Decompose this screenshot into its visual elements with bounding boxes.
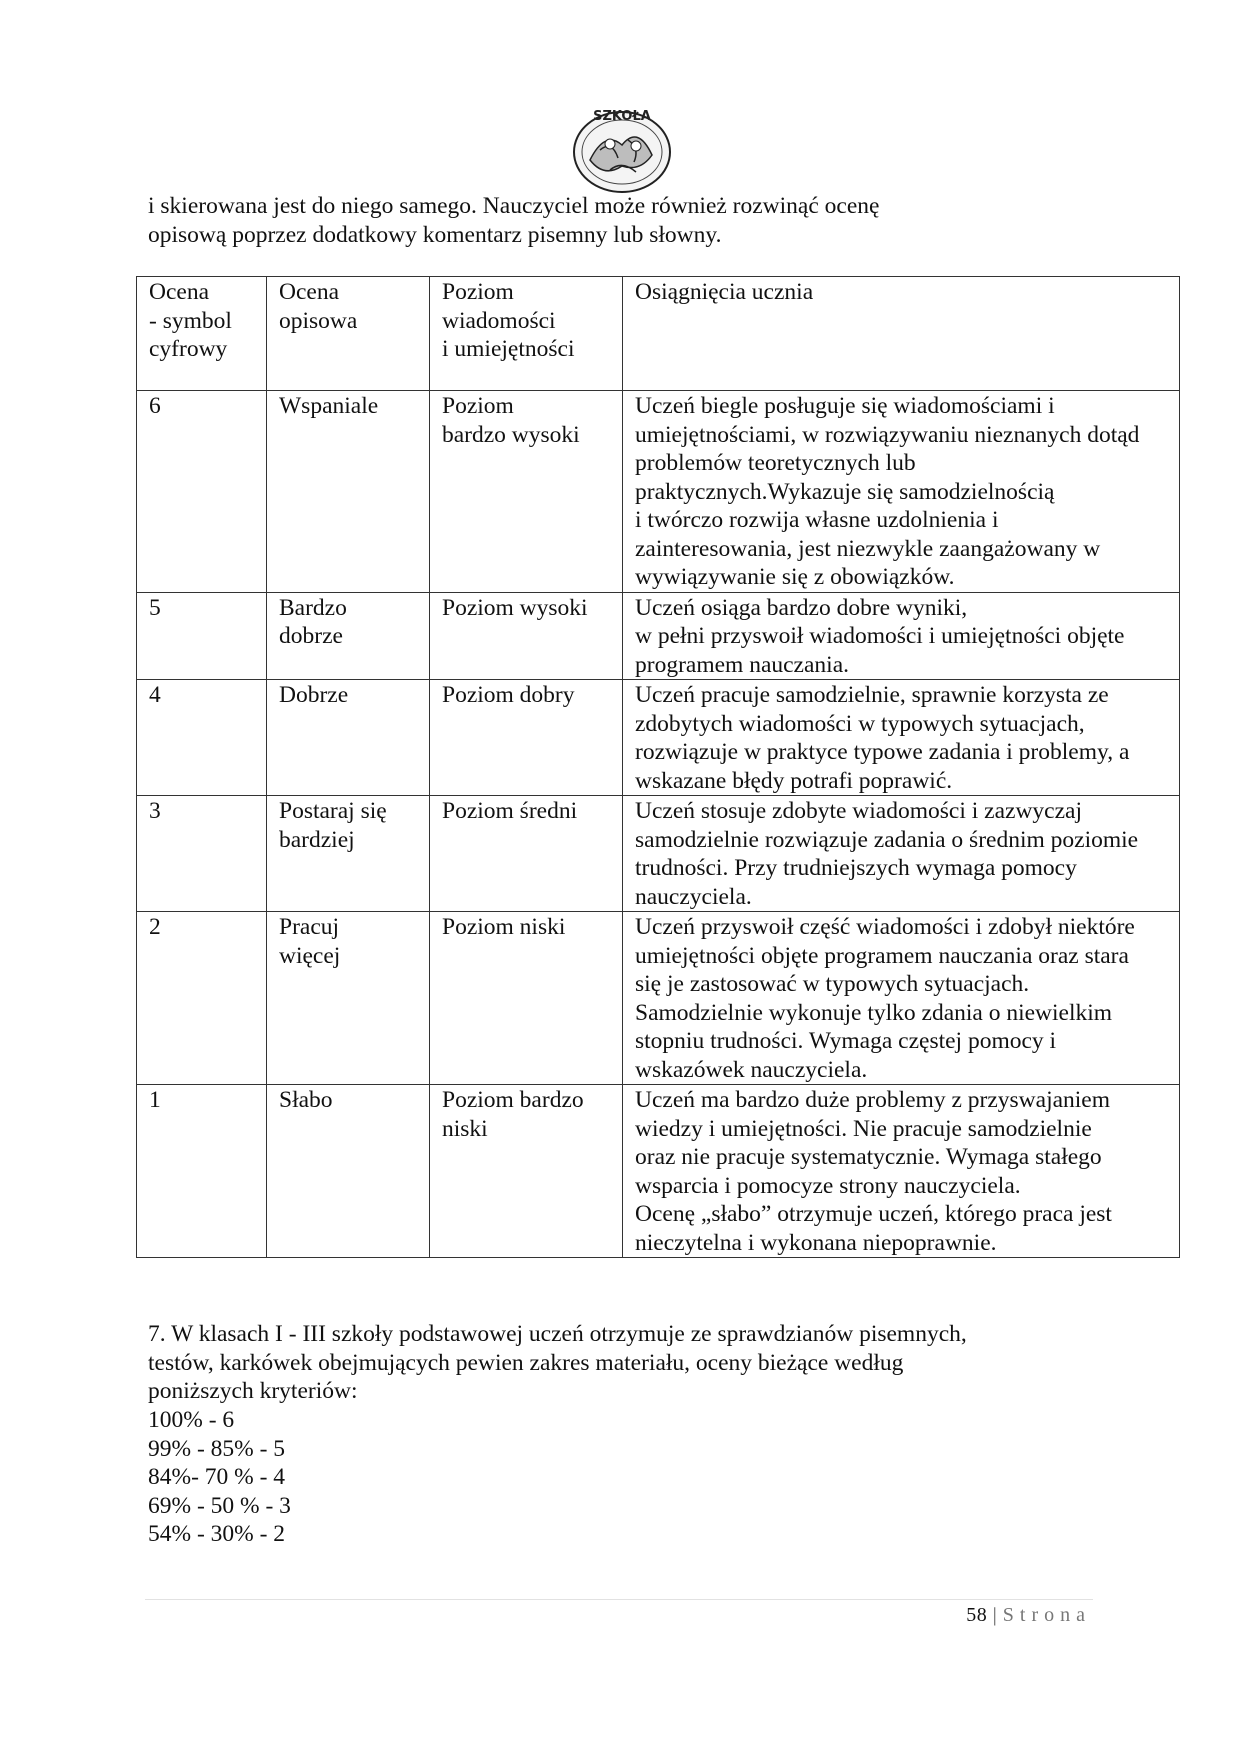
header-cell <box>267 277 430 391</box>
achievements-cell-line: umiejętnościami, w rozwiązywaniu nieznanych dotąd <box>635 421 1140 448</box>
table-row <box>137 391 1180 593</box>
scale-item: 99% - 85% - 5 <box>148 1435 286 1462</box>
grade-symbol-cell <box>137 680 267 796</box>
table-row <box>137 680 1180 796</box>
level-cell-line: Poziom niski <box>442 914 566 940</box>
grade-description-cell-line: bardziej <box>279 826 355 853</box>
grade-symbol-cell <box>137 796 267 912</box>
achievements-cell-line: Uczeń osiąga bardzo dobre wyniki, <box>635 594 968 621</box>
achievements-cell-line: i twórczo rozwija własne uzdolnienia i <box>635 507 999 533</box>
achievements-cell-line: wywiązywanie się z obowiązków. <box>635 564 955 590</box>
achievements-cell-line: Uczeń biegle posługuje się wiadomościami i <box>635 393 1055 419</box>
achievements-cell-line: samodzielnie rozwiązuje zadania o średnim poziomie <box>635 826 1139 853</box>
level-cell <box>430 680 623 796</box>
achievements-cell-line: wskazówek nauczyciela. <box>635 1056 868 1083</box>
header-cell-line: cyfrowy <box>149 336 228 362</box>
achievements-cell-line: wiedzy i umiejętności. Nie pracuje samodzielnie <box>635 1115 1092 1142</box>
header-cell-line: i umiejętności <box>442 336 575 362</box>
header-cell-line: opisowa <box>279 307 358 334</box>
grades-table <box>136 276 1180 1258</box>
section-7-paragraph <box>148 1320 1048 1406</box>
grade-symbol-cell-line: 1 <box>149 1087 161 1113</box>
grade-symbol-cell-line: 3 <box>149 798 161 824</box>
achievements-cell-line: wskazane błędy potrafi poprawić. <box>635 767 953 794</box>
school-logo <box>560 100 684 200</box>
section-7-line: 7. W klasach I - III szkoły podstawowej uczeń otrzymuje ze sprawdzianów pisemnych, <box>148 1321 967 1347</box>
grade-symbol-cell-line: 4 <box>149 682 161 708</box>
achievements-cell-line: Ocenę „słabo” otrzymuje uczeń, którego praca jest <box>635 1201 1112 1227</box>
header-cell <box>623 277 1180 391</box>
achievements-cell-line: trudności. Przy trudniejszych wymaga pomocy <box>635 855 1077 881</box>
level-cell-line: Poziom dobry <box>442 682 575 708</box>
scale-item: 69% - 50 % - 3 <box>148 1492 291 1519</box>
achievements-cell-line: rozwiązuje w praktyce typowe zadania i problemy, a <box>635 739 1130 765</box>
grade-symbol-cell <box>137 391 267 593</box>
grade-description-cell-line: Postaraj się <box>279 798 387 824</box>
achievements-cell-line: umiejętności objęte programem nauczania oraz stara <box>635 942 1129 969</box>
table-row <box>137 796 1180 912</box>
scale-item: 100% - 6 <box>148 1407 235 1433</box>
level-cell-line: Poziom średni <box>442 798 578 824</box>
achievements-cell-line: Uczeń ma bardzo duże problemy z przyswajaniem <box>635 1087 1111 1113</box>
header-cell-line: - symbol <box>149 307 232 334</box>
grade-description-cell <box>267 796 430 912</box>
achievements-cell-line: programem nauczania. <box>635 651 850 678</box>
grade-description-cell-line: więcej <box>279 942 341 969</box>
grade-description-cell <box>267 1085 430 1258</box>
achievements-cell <box>623 592 1180 680</box>
achievements-cell-line: praktycznych.Wykazuje się samodzielnością <box>635 478 1055 505</box>
level-cell <box>430 391 623 593</box>
achievements-cell-line: problemów teoretycznych lub <box>635 450 916 476</box>
header-cell <box>430 277 623 391</box>
achievements-cell-line: Uczeń pracuje samodzielnie, sprawnie korzysta ze <box>635 682 1109 708</box>
level-cell <box>430 796 623 912</box>
grade-description-cell <box>267 391 430 593</box>
intro-paragraph <box>148 192 968 249</box>
grade-description-cell-line: Pracuj <box>279 914 340 940</box>
grade-symbol-cell-line: 5 <box>149 594 161 621</box>
footer-word: Strona <box>1002 1604 1091 1626</box>
achievements-cell-line: wsparcia i pomocyze strony nauczyciela. <box>635 1172 1021 1199</box>
level-cell-line: Poziom bardzo <box>442 1087 584 1113</box>
achievements-cell <box>623 796 1180 912</box>
grade-description-cell <box>267 592 430 680</box>
achievements-cell-line: Uczeń przyswoił część wiadomości i zdobył niektóre <box>635 914 1135 940</box>
grade-description-cell <box>267 912 430 1085</box>
grade-description-cell-line: Słabo <box>279 1087 333 1113</box>
achievements-cell-line: nieczytelna i wykonana niepoprawnie. <box>635 1229 997 1256</box>
grade-description-cell-line: dobrze <box>279 623 343 649</box>
level-cell-line: niski <box>442 1115 488 1142</box>
page-footer <box>966 1604 1091 1627</box>
achievements-cell-line: oraz nie pracuje systematycznie. Wymaga stałego <box>635 1144 1102 1170</box>
achievements-cell <box>623 912 1180 1085</box>
intro-line: i skierowana jest do niego samego. Nauczyciel może również rozwinąć ocenę <box>148 193 880 219</box>
header-cell-line: Ocena <box>279 279 340 305</box>
level-cell-line: Poziom <box>442 393 514 419</box>
achievements-cell-line: się je zastosować w typowych sytuacjach. <box>635 971 1030 997</box>
scale-item: 54% - 30% - 2 <box>148 1521 286 1547</box>
table-row <box>137 592 1180 680</box>
header-cell <box>137 277 267 391</box>
intro-line: opisową poprzez dodatkowy komentarz pisemny lub słowny. <box>148 221 722 248</box>
grade-symbol-cell <box>137 592 267 680</box>
footer-separator: | <box>992 1604 998 1626</box>
logo-text: SZKOŁA <box>593 109 651 124</box>
header-cell-line: Poziom <box>442 279 514 305</box>
achievements-cell <box>623 1085 1180 1258</box>
page-number: 58 <box>966 1604 988 1626</box>
grade-description-cell <box>267 680 430 796</box>
achievements-cell-line: w pełni przyswoił wiadomości i umiejętności objęte <box>635 623 1125 649</box>
level-cell-line: Poziom wysoki <box>442 594 588 621</box>
grade-symbol-cell <box>137 1085 267 1258</box>
header-cell-line: Ocena <box>149 279 210 305</box>
level-cell <box>430 1085 623 1258</box>
section-7-line: poniższych kryteriów: <box>148 1378 358 1404</box>
section-7-line: testów, karkówek obejmujących pewien zakres materiału, oceny bieżące według <box>148 1349 904 1376</box>
achievements-cell-line: nauczyciela. <box>635 883 752 910</box>
grade-description-cell-line: Dobrze <box>279 682 349 708</box>
grade-symbol-cell <box>137 912 267 1085</box>
achievements-cell-line: stopniu trudności. Wymaga częstej pomocy i <box>635 1028 1057 1054</box>
achievements-cell <box>623 391 1180 593</box>
grade-symbol-cell-line: 2 <box>149 914 161 940</box>
table-row <box>137 1085 1180 1258</box>
grade-symbol-cell-line: 6 <box>149 393 161 419</box>
percent-scale-list <box>148 1406 291 1549</box>
footer-divider <box>145 1599 1093 1600</box>
achievements-cell <box>623 680 1180 796</box>
level-cell <box>430 592 623 680</box>
table-row <box>137 912 1180 1085</box>
achievements-cell-line: zainteresowania, jest niezwykle zaangażowany w <box>635 535 1101 562</box>
scale-item: 84%- 70 % - 4 <box>148 1464 286 1490</box>
table-header-row <box>137 277 1180 391</box>
header-cell-line: wiadomości <box>442 307 556 334</box>
achievements-cell-line: zdobytych wiadomości w typowych sytuacjach, <box>635 710 1085 737</box>
grade-description-cell-line: Wspaniale <box>279 393 379 419</box>
grade-description-cell-line: Bardzo <box>279 594 347 621</box>
level-cell-line: bardzo wysoki <box>442 421 580 448</box>
level-cell <box>430 912 623 1085</box>
header-cell-line: Osiągnięcia ucznia <box>635 279 814 305</box>
achievements-cell-line: Uczeń stosuje zdobyte wiadomości i zazwyczaj <box>635 798 1082 824</box>
achievements-cell-line: Samodzielnie wykonuje tylko zdania o niewielkim <box>635 999 1113 1026</box>
